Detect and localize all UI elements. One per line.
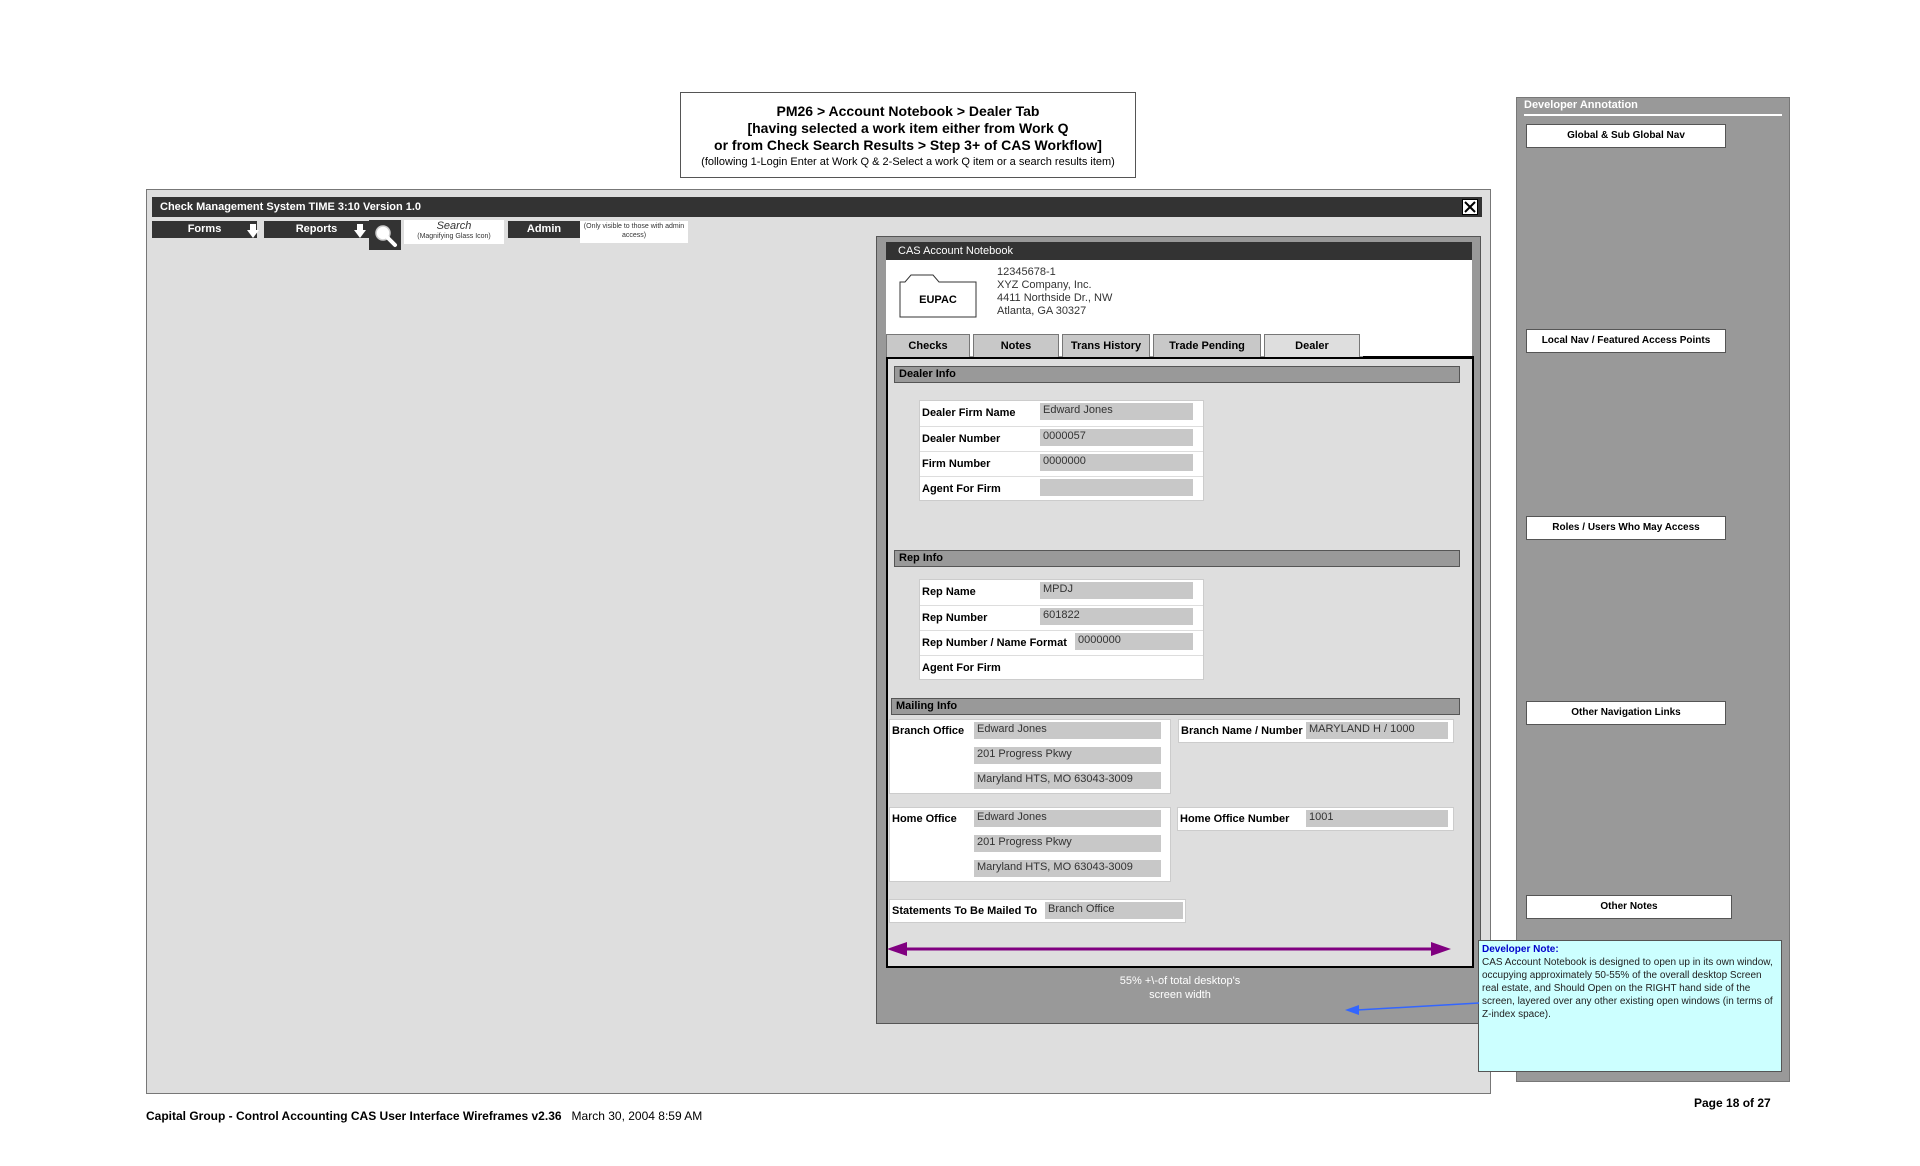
developer-note-box: [1478, 940, 1782, 1072]
account-number: 12345678-1: [997, 266, 1056, 278]
notebook-titlebar: CAS Account Notebook: [886, 242, 1472, 260]
search-hint: (Magnifying Glass Icon): [417, 233, 491, 240]
home-office-line2[interactable]: 201 Progress Pkwy: [974, 835, 1161, 852]
width-note-line2: screen width: [1149, 989, 1211, 1001]
admin-note: (Only visible to those with admin access): [580, 221, 688, 243]
annotation-global-nav: Global & Sub Global Nav: [1526, 124, 1726, 148]
forms-menu-button[interactable]: Forms: [152, 221, 257, 238]
width-note-line1: 55% +\-of total desktop's: [1119, 975, 1241, 987]
close-icon[interactable]: [1462, 199, 1478, 215]
footer-date: March 30, 2004 8:59 AM: [571, 1109, 703, 1123]
rep-number-name-format-label: Rep Number / Name Format: [922, 637, 1067, 649]
search-label-box[interactable]: [404, 220, 504, 244]
dealer-info-form: [919, 400, 1204, 501]
account-address-block: [997, 266, 1112, 318]
statements-mailed-to-label: Statements To Be Mailed To: [892, 905, 1038, 917]
dealer-info-header: Dealer Info: [894, 366, 1460, 383]
form-row: [920, 655, 1203, 679]
width-percentage-note: [1080, 974, 1280, 1002]
agent-for-firm-label: Agent For Firm: [922, 483, 1001, 495]
form-row: [920, 605, 1203, 629]
app-titlebar: Check Management System TIME 3:10 Version 1.0: [152, 197, 1482, 217]
form-row: [920, 580, 1203, 604]
page-number: Page 18 of 27: [1694, 1096, 1771, 1110]
dealer-firm-name-label: Dealer Firm Name: [922, 407, 1016, 419]
account-type-label: EUPAC: [919, 294, 957, 306]
forms-dropdown-arrow-icon[interactable]: [247, 224, 259, 238]
rep-info-header: Rep Info: [894, 550, 1460, 567]
magnifying-glass-icon: [369, 220, 401, 250]
document-footer: [146, 1109, 702, 1123]
mailing-info-header: Mailing Info: [891, 698, 1460, 715]
firm-number-field[interactable]: 0000000: [1040, 454, 1193, 471]
rep-info-form: [919, 579, 1204, 680]
home-office-line1[interactable]: Edward Jones: [974, 810, 1161, 827]
branch-office-line2[interactable]: 201 Progress Pkwy: [974, 747, 1161, 764]
branch-office-line3[interactable]: Maryland HTS, MO 63043-3009: [974, 772, 1161, 789]
page-title-line4: (following 1-Login Enter at Work Q & 2-Select a work Q item or a search results item): [701, 156, 1115, 168]
statements-mailed-to-field[interactable]: Branch Office: [1045, 902, 1183, 919]
branch-office-line1[interactable]: Edward Jones: [974, 722, 1161, 739]
home-office-number-box: [1177, 807, 1454, 831]
developer-annotation-title: Developer Annotation: [1524, 99, 1638, 111]
rep-number-field[interactable]: 601822: [1040, 608, 1193, 625]
dealer-firm-name-field[interactable]: Edward Jones: [1040, 403, 1193, 420]
footer-title: Capital Group - Control Accounting CAS User Interface Wireframes v2.36: [146, 1109, 562, 1123]
page-title-line1: PM26 > Account Notebook > Dealer Tab: [776, 103, 1040, 119]
firm-number-label: Firm Number: [922, 458, 991, 470]
developer-annotation-rule: [1524, 114, 1782, 116]
admin-button[interactable]: Admin: [508, 221, 580, 238]
reports-dropdown-arrow-icon[interactable]: [354, 224, 366, 238]
form-row: [920, 630, 1203, 654]
company-name: XYZ Company, Inc.: [997, 279, 1092, 291]
search-button[interactable]: [369, 220, 401, 250]
agent-for-firm-field[interactable]: [1040, 479, 1193, 496]
tab-notes[interactable]: Notes: [973, 334, 1059, 357]
reports-menu-button[interactable]: Reports: [264, 221, 369, 238]
home-office-number-field[interactable]: 1001: [1306, 810, 1448, 827]
tab-trans-history[interactable]: Trans History: [1062, 334, 1150, 357]
page-title-line3: or from Check Search Results > Step 3+ of CAS Workflow]: [714, 137, 1102, 153]
annotation-roles-users: Roles / Users Who May Access: [1526, 516, 1726, 540]
tab-trade-pending[interactable]: Trade Pending: [1153, 334, 1261, 357]
company-street: 4411 Northside Dr., NW: [997, 292, 1113, 304]
branch-name-number-field[interactable]: MARYLAND H / 1000: [1306, 722, 1448, 739]
search-label: Search: [436, 220, 472, 232]
annotation-other-nav-links: Other Navigation Links: [1526, 701, 1726, 725]
company-city: Atlanta, GA 30327: [997, 305, 1087, 317]
form-row: [920, 401, 1203, 425]
branch-office-box: [889, 719, 1171, 794]
page-title-line2: [having selected a work item either from Work Q: [747, 120, 1069, 136]
branch-name-box: [1178, 719, 1454, 743]
branch-name-number-label: Branch Name / Number: [1181, 725, 1303, 737]
note-pointer-arrow-icon: [1345, 1000, 1481, 1016]
tab-dealer[interactable]: Dealer: [1264, 334, 1360, 357]
home-office-box: [889, 807, 1171, 882]
home-office-number-label: Home Office Number: [1180, 813, 1290, 825]
developer-note-title: Developer Note:: [1482, 944, 1559, 955]
form-row: [920, 451, 1203, 475]
rep-agent-for-firm-label: Agent For Firm: [922, 662, 1001, 674]
width-double-arrow-icon: [887, 942, 1451, 956]
annotation-other-notes: Other Notes: [1526, 895, 1732, 919]
tab-checks[interactable]: Checks: [886, 334, 970, 357]
rep-name-field[interactable]: MPDJ: [1040, 582, 1193, 599]
developer-note-body: CAS Account Notebook is designed to open up in its own window, occupying approximately 50-55% of the overall desktop Screen real estate, and Should Open on the RIGHT hand side of the screen, layered over any other existing open windows (in terms of Z-index space).: [1482, 957, 1773, 1020]
rep-number-name-format-field[interactable]: 0000000: [1075, 633, 1193, 650]
statements-box: [889, 899, 1186, 923]
rep-name-label: Rep Name: [922, 586, 976, 598]
branch-office-label: Branch Office: [892, 725, 965, 737]
rep-number-label: Rep Number: [922, 612, 988, 624]
form-row: [920, 426, 1203, 450]
developer-annotation-panel: [1516, 97, 1790, 1082]
home-office-line3[interactable]: Maryland HTS, MO 63043-3009: [974, 860, 1161, 877]
annotation-local-nav: Local Nav / Featured Access Points: [1526, 329, 1726, 353]
home-office-label: Home Office: [892, 813, 957, 825]
dealer-number-field[interactable]: 0000057: [1040, 429, 1193, 446]
dealer-number-label: Dealer Number: [922, 433, 1001, 445]
page-title-box: [680, 92, 1136, 178]
form-row: [920, 476, 1203, 500]
